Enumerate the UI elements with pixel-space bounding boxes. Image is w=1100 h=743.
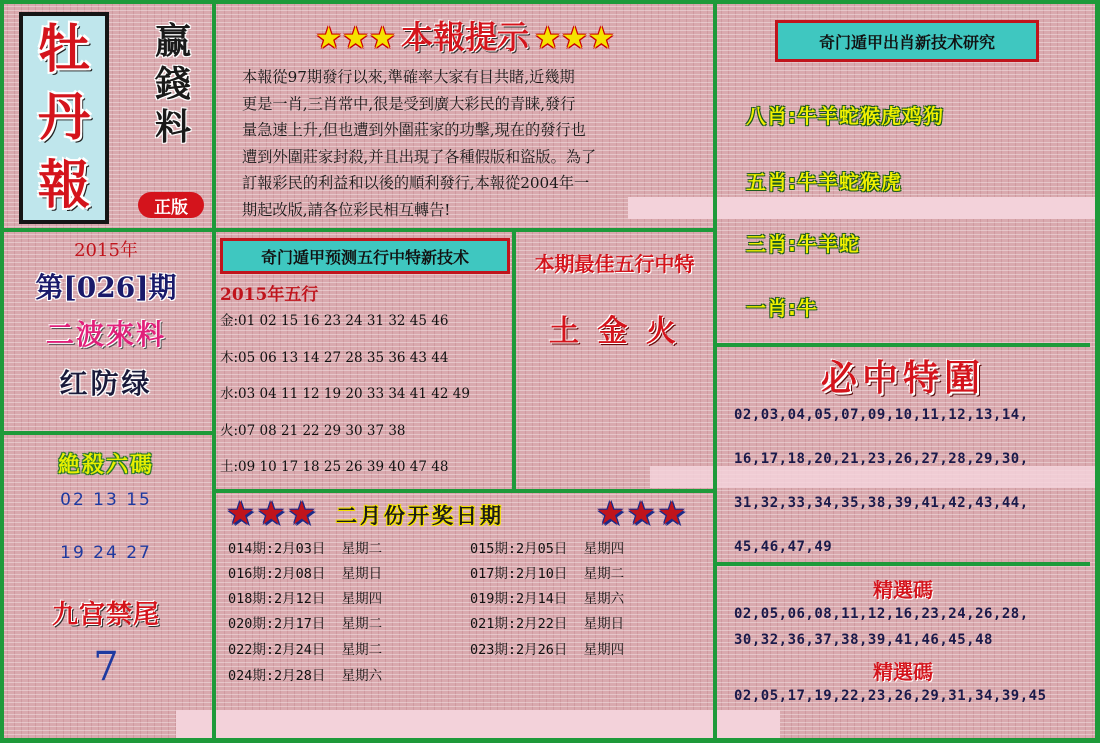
notice-title [220,12,710,58]
side-char: 料 [154,107,191,149]
zodiac-header [775,20,1039,62]
grid-line [214,489,716,493]
zodiac-row: 五肖:牛羊蛇猴虎 [746,170,902,194]
notice-line: 遭到外圍莊家封殺,并且出現了各種假版和盜版。為了 [242,147,597,166]
kill-row: 19 24 27 [60,543,152,563]
schedule-entry: 017期:2月10日 星期二 [470,566,625,582]
notice-line: 訂報彩民的利益和以後的順利發行,本報從2004年一 [242,174,590,192]
grid-line [716,562,1090,566]
grid-line [212,0,216,738]
wuxing-year: 2015年五行 [220,285,319,305]
kill-row: 02 13 15 [60,490,152,510]
grid-line [0,431,214,435]
schedule-entry: 015期:2月05日 星期四 [470,541,625,557]
wuxing-row: 土:09 10 17 18 25 26 39 40 47 48 [220,459,449,475]
star-group: ★★★ [534,21,615,56]
best-value: 土 金 火 [549,314,680,349]
picks-line: 02,05,06,08,11,12,16,23,24,26,28, [734,606,1029,622]
zodiac-row: 八肖:牛羊蛇猴虎鸡狗 [746,104,944,128]
logo-char: 牡 [37,19,90,80]
issue-period: 第[026]期 [35,271,177,304]
schedule-entry: 023期:2月26日 星期四 [470,642,625,658]
color-tip: 红防绿 [59,367,153,400]
picks-title: 精選碼 [873,660,933,684]
logo-char: 報 [37,155,90,216]
special-title: 必中特圍 [820,357,985,399]
pink-band [176,710,780,738]
schedule-entry: 024期:2月28日 星期六 [228,668,383,684]
wuxing-row: 水:03 04 11 12 19 20 33 34 41 42 49 [220,386,470,402]
grid-line [0,228,716,232]
notice-line: 更是一肖,三肖常中,很是受到廣大彩民的青睐,發行 [242,94,576,113]
wuxing-header-label: 奇门遁甲预测五行中特新技术 [260,247,469,267]
zodiac-row: 一肖:牛 [746,296,818,320]
nine-value: 7 [93,644,119,690]
wuxing-row: 金:01 02 15 16 23 24 31 32 45 46 [220,313,449,329]
schedule-entry: 016期:2月08日 星期日 [228,566,383,582]
issue-year: 2015年 [74,240,138,261]
notice-line: 本報從97期發行以來,準確率大家有目共睹,近幾期 [242,68,575,86]
masthead-logo [19,12,109,224]
schedule-entry: 022期:2月24日 星期二 [228,642,383,658]
star-group: ★★★ [315,21,396,56]
wave-tip: 二波來料 [45,318,166,351]
grid-line [0,738,1100,743]
notice-heading: 本報提示 [400,18,529,56]
pink-band [650,466,1100,488]
picks-line: 02,05,17,19,22,23,26,29,31,34,39,45 [734,688,1047,704]
grid-line [716,343,1090,347]
star-group: ★★★ [226,494,319,532]
genuine-badge [138,192,204,218]
special-line: 45,46,47,49 [734,539,833,555]
schedule-entry: 019期:2月14日 星期六 [470,591,625,607]
side-char: 赢 [154,21,191,62]
wuxing-row: 木:05 06 13 14 27 28 35 36 43 44 [220,350,449,366]
notice-line: 量急速上升,但也遭到外圍莊家的功擊,現在的發行也 [242,121,586,139]
zodiac-row: 三肖:牛羊蛇 [746,232,860,256]
schedule-entry: 014期:2月03日 星期二 [228,541,383,557]
schedule-entry: 020期:2月17日 星期二 [228,616,383,632]
schedule-entry: 018期:2月12日 星期四 [228,591,383,607]
notice-line: 期起改版,請各位彩民相互轉告! [242,200,451,219]
schedule-title: 二月份开奖日期 [336,504,504,528]
star-group: ★★★ [596,494,689,532]
logo-char: 丹 [37,87,90,148]
side-char: 錢 [154,64,191,106]
masthead-side [148,20,198,150]
nine-title: 九宫禁尾 [51,600,160,630]
wuxing-header [220,238,510,274]
special-line: 31,32,33,34,35,38,39,41,42,43,44, [734,495,1029,511]
best-title: 本期最佳五行中特 [534,252,695,276]
badge-label: 正版 [154,197,188,218]
notice-body [242,64,707,223]
special-line: 16,17,18,20,21,23,26,27,28,29,30, [734,451,1029,467]
wuxing-row: 火:07 08 21 22 29 30 37 38 [220,423,406,439]
zodiac-header-label: 奇门遁甲出肖新技术研究 [818,32,995,52]
grid-line [0,0,1100,4]
picks-title: 精選碼 [873,578,933,602]
schedule-entry: 021期:2月22日 星期日 [470,616,625,632]
kill-title: 絶殺六碼 [57,453,154,478]
special-line: 02,03,04,05,07,09,10,11,12,13,14, [734,407,1029,423]
picks-line: 30,32,36,37,38,39,41,46,45,48 [734,632,993,648]
grid-line [1095,0,1100,743]
